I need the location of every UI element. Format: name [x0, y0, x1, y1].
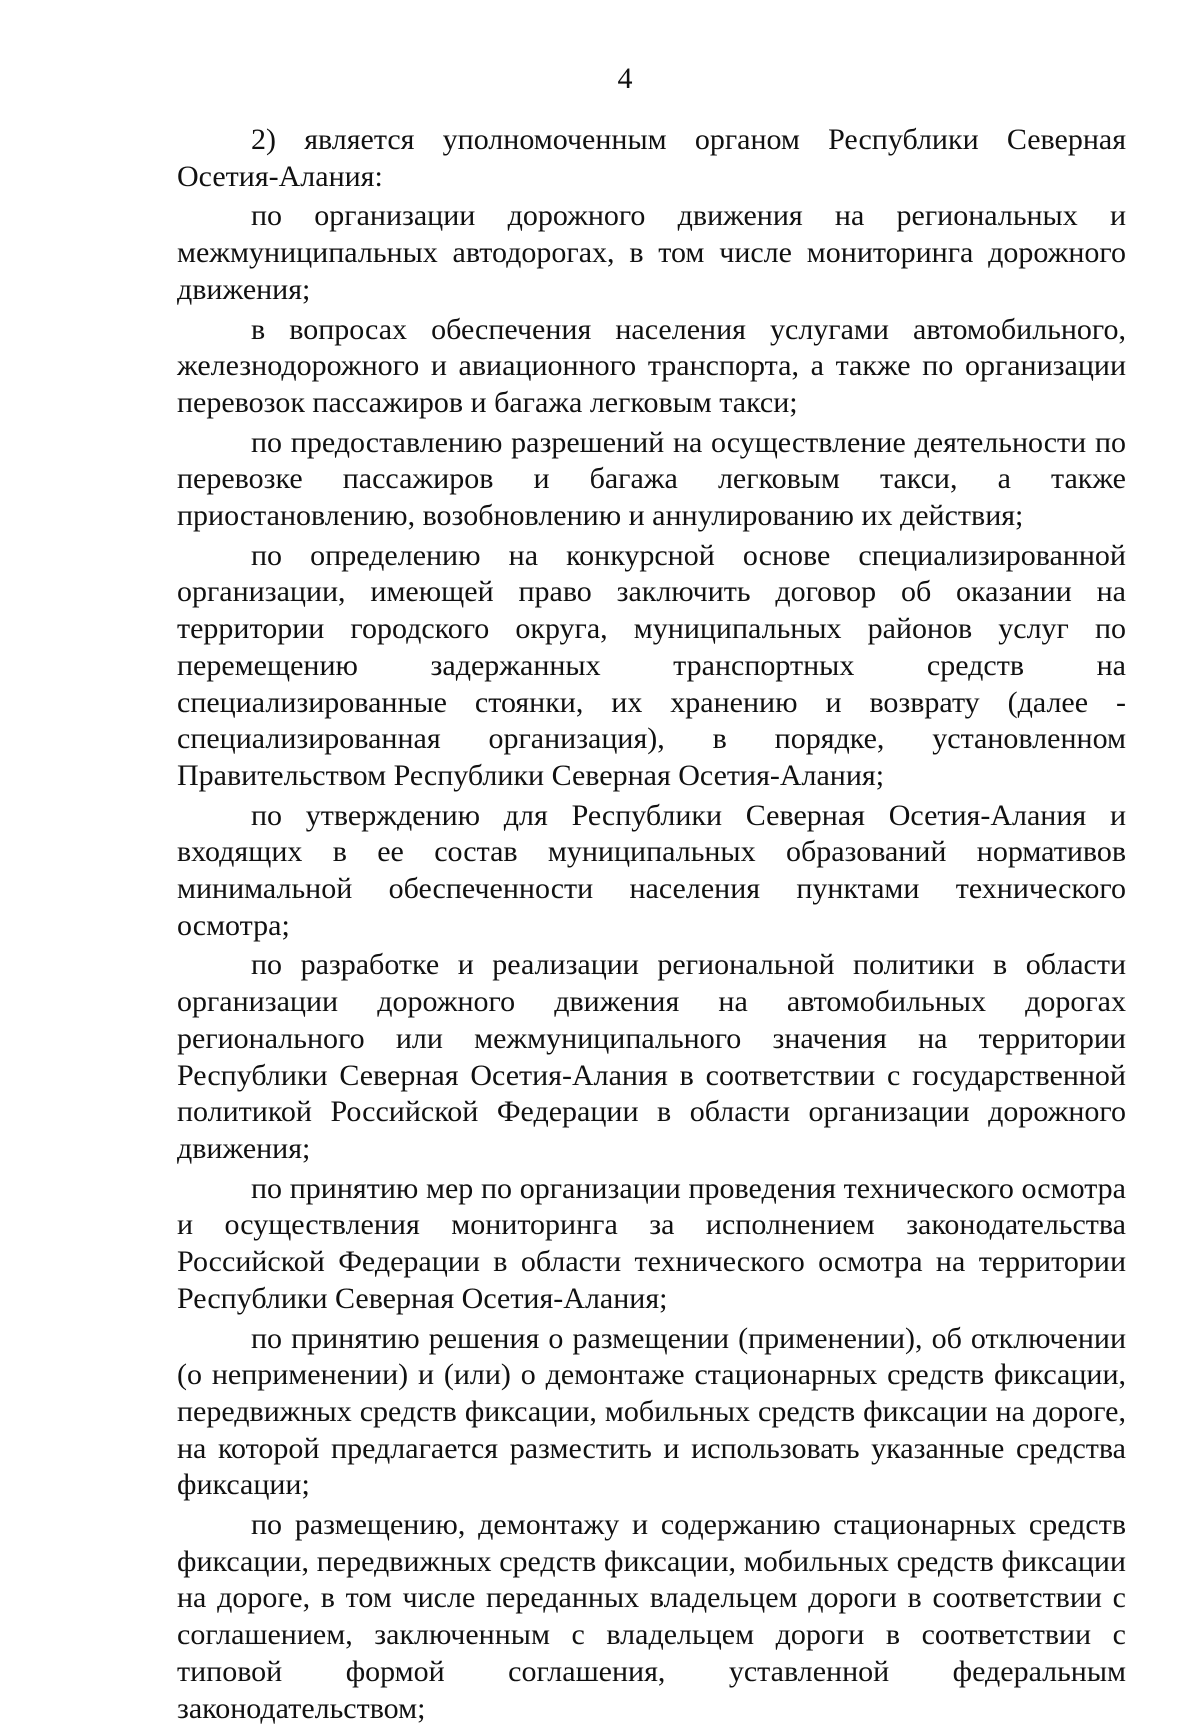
document-body	[177, 122, 1126, 1730]
page-number: 4	[617, 62, 633, 95]
paragraph-authorized-body: 2) является уполномоченным органом Республики Северная Осетия-Алания:	[177, 123, 1126, 193]
paragraph-traffic-organization: по организации дорожного движения на региональных и межмуниципальных автодорогах, в том числе мониторинга дорожного движения;	[177, 199, 1126, 306]
paragraph-inspection-standards: по утверждению для Республики Северная Осетия-Алания и входящих в ее состав муниципальных образований нормативов минимальной обеспеченности населения пунктами технического осмотра;	[177, 798, 1126, 942]
paragraph-fixation-decision: по принятию решения о размещении (применении), об отключении (о неприменении) и (или) о демонтаже стационарных средств фиксации, передвижных средств фиксации, мобильных средств фиксации на дороге, на которой предлагается разместить и использовать указанные средства фиксации;	[177, 1321, 1126, 1502]
paragraph-taxi-permits: по предоставлению разрешений на осуществление деятельности по перевозке пассажиров и багажа легковым такси, а также приостановлению, возобновлению и аннулированию их действия;	[177, 425, 1126, 533]
paragraph-technical-inspection: по принятию мер по организации проведения технического осмотра и осуществления мониторинга за исполнением законодательства Российской Федерации в области технического осмотра на территории Республики Северная Осетия-Алания;	[177, 1171, 1126, 1315]
paragraph-fixation-maintenance: по размещению, демонтажу и содержанию стационарных средств фиксации, передвижных средств фиксации, мобильных средств фиксации на дороге, в том числе переданных владельцем дороги в соответствии с соглашением, заключенным с владельцем дороги в соответствии с типовой формой соглашения, уставленной федеральным законодательством;	[177, 1508, 1126, 1725]
paragraph-specialized-organization: по определению на конкурсной основе специализированной организации, имеющей право заключить договор об оказании на территории городского округа, муниципальных районов услуг по перемещению задержанных транспортных средств на специализированные стоянки, их хранению и возврату (далее - специализированная организация), в порядке, установленном Правительством Республики Северная Осетия-Алания;	[177, 538, 1126, 792]
paragraph-transport-services: в вопросах обеспечения населения услугами автомобильного, железнодорожного и авиационного транспорта, а также по организации перевозок пассажиров и багажа легковым такси;	[177, 312, 1126, 419]
paragraph-regional-policy: по разработке и реализации региональной политики в области организации дорожного движения на автомобильных дорогах регионального или межмуниципального значения на территории Республики Северная Осетия-Алания в соответствии с государственной политикой Российской Федерации в области организации дорожного движения;	[177, 948, 1126, 1165]
